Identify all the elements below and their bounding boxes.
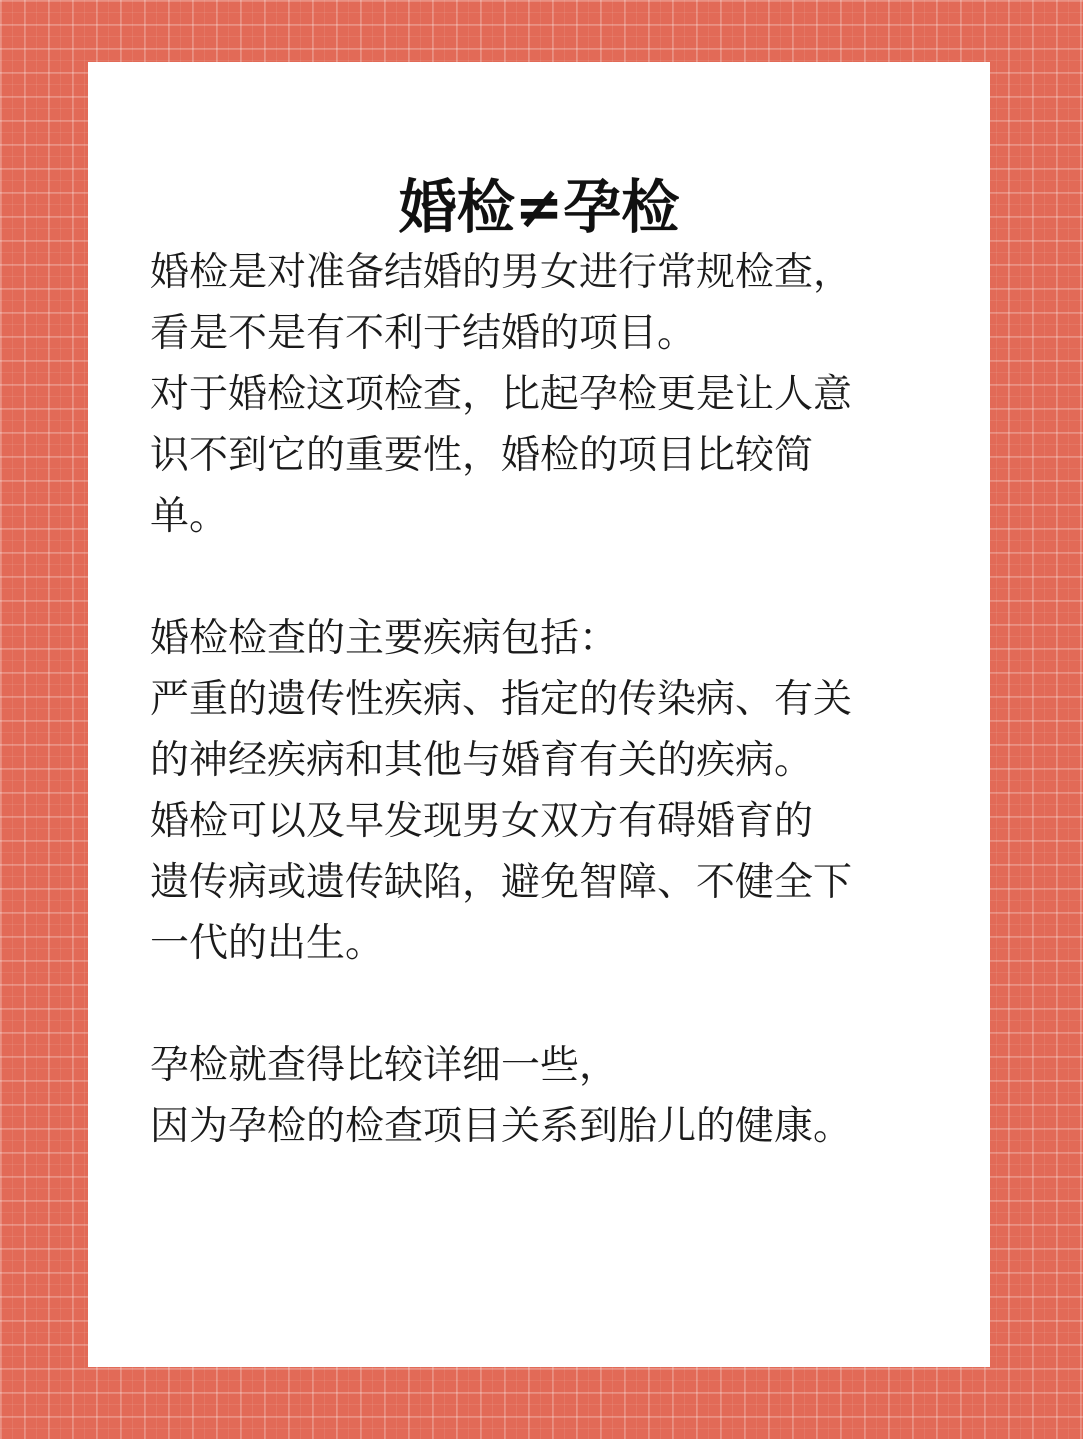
- paragraph-diseases: 婚检检查的主要疾病包括： 严重的遗传性疾病、指定的传染病、有关 的神经疾病和其他与婚育有关的疾病。 婚检可以及早发现男女双方有碍婚育的 遗传病或遗传缺陷，避免智障、不健全下 一代的出生。: [150, 616, 853, 966]
- paragraph-spacer: [150, 547, 950, 608]
- paragraph-intro: 婚检是对准备结婚的男女进行常规检查， 看是不是有不利于结婚的项目。 对于婚检这项检查，比起孕检更是让人意 识不到它的重要性，婚检的项目比较简 单。: [150, 250, 853, 539]
- content-card: [88, 62, 990, 1367]
- page-title: 婚检≠孕检: [398, 173, 680, 241]
- paragraph-spacer: [150, 974, 950, 1035]
- body-text: [150, 242, 950, 1157]
- paragraph-pregnancy-check: 孕检就查得比较详细一些， 因为孕检的检查项目关系到胎儿的健康。: [150, 1043, 853, 1149]
